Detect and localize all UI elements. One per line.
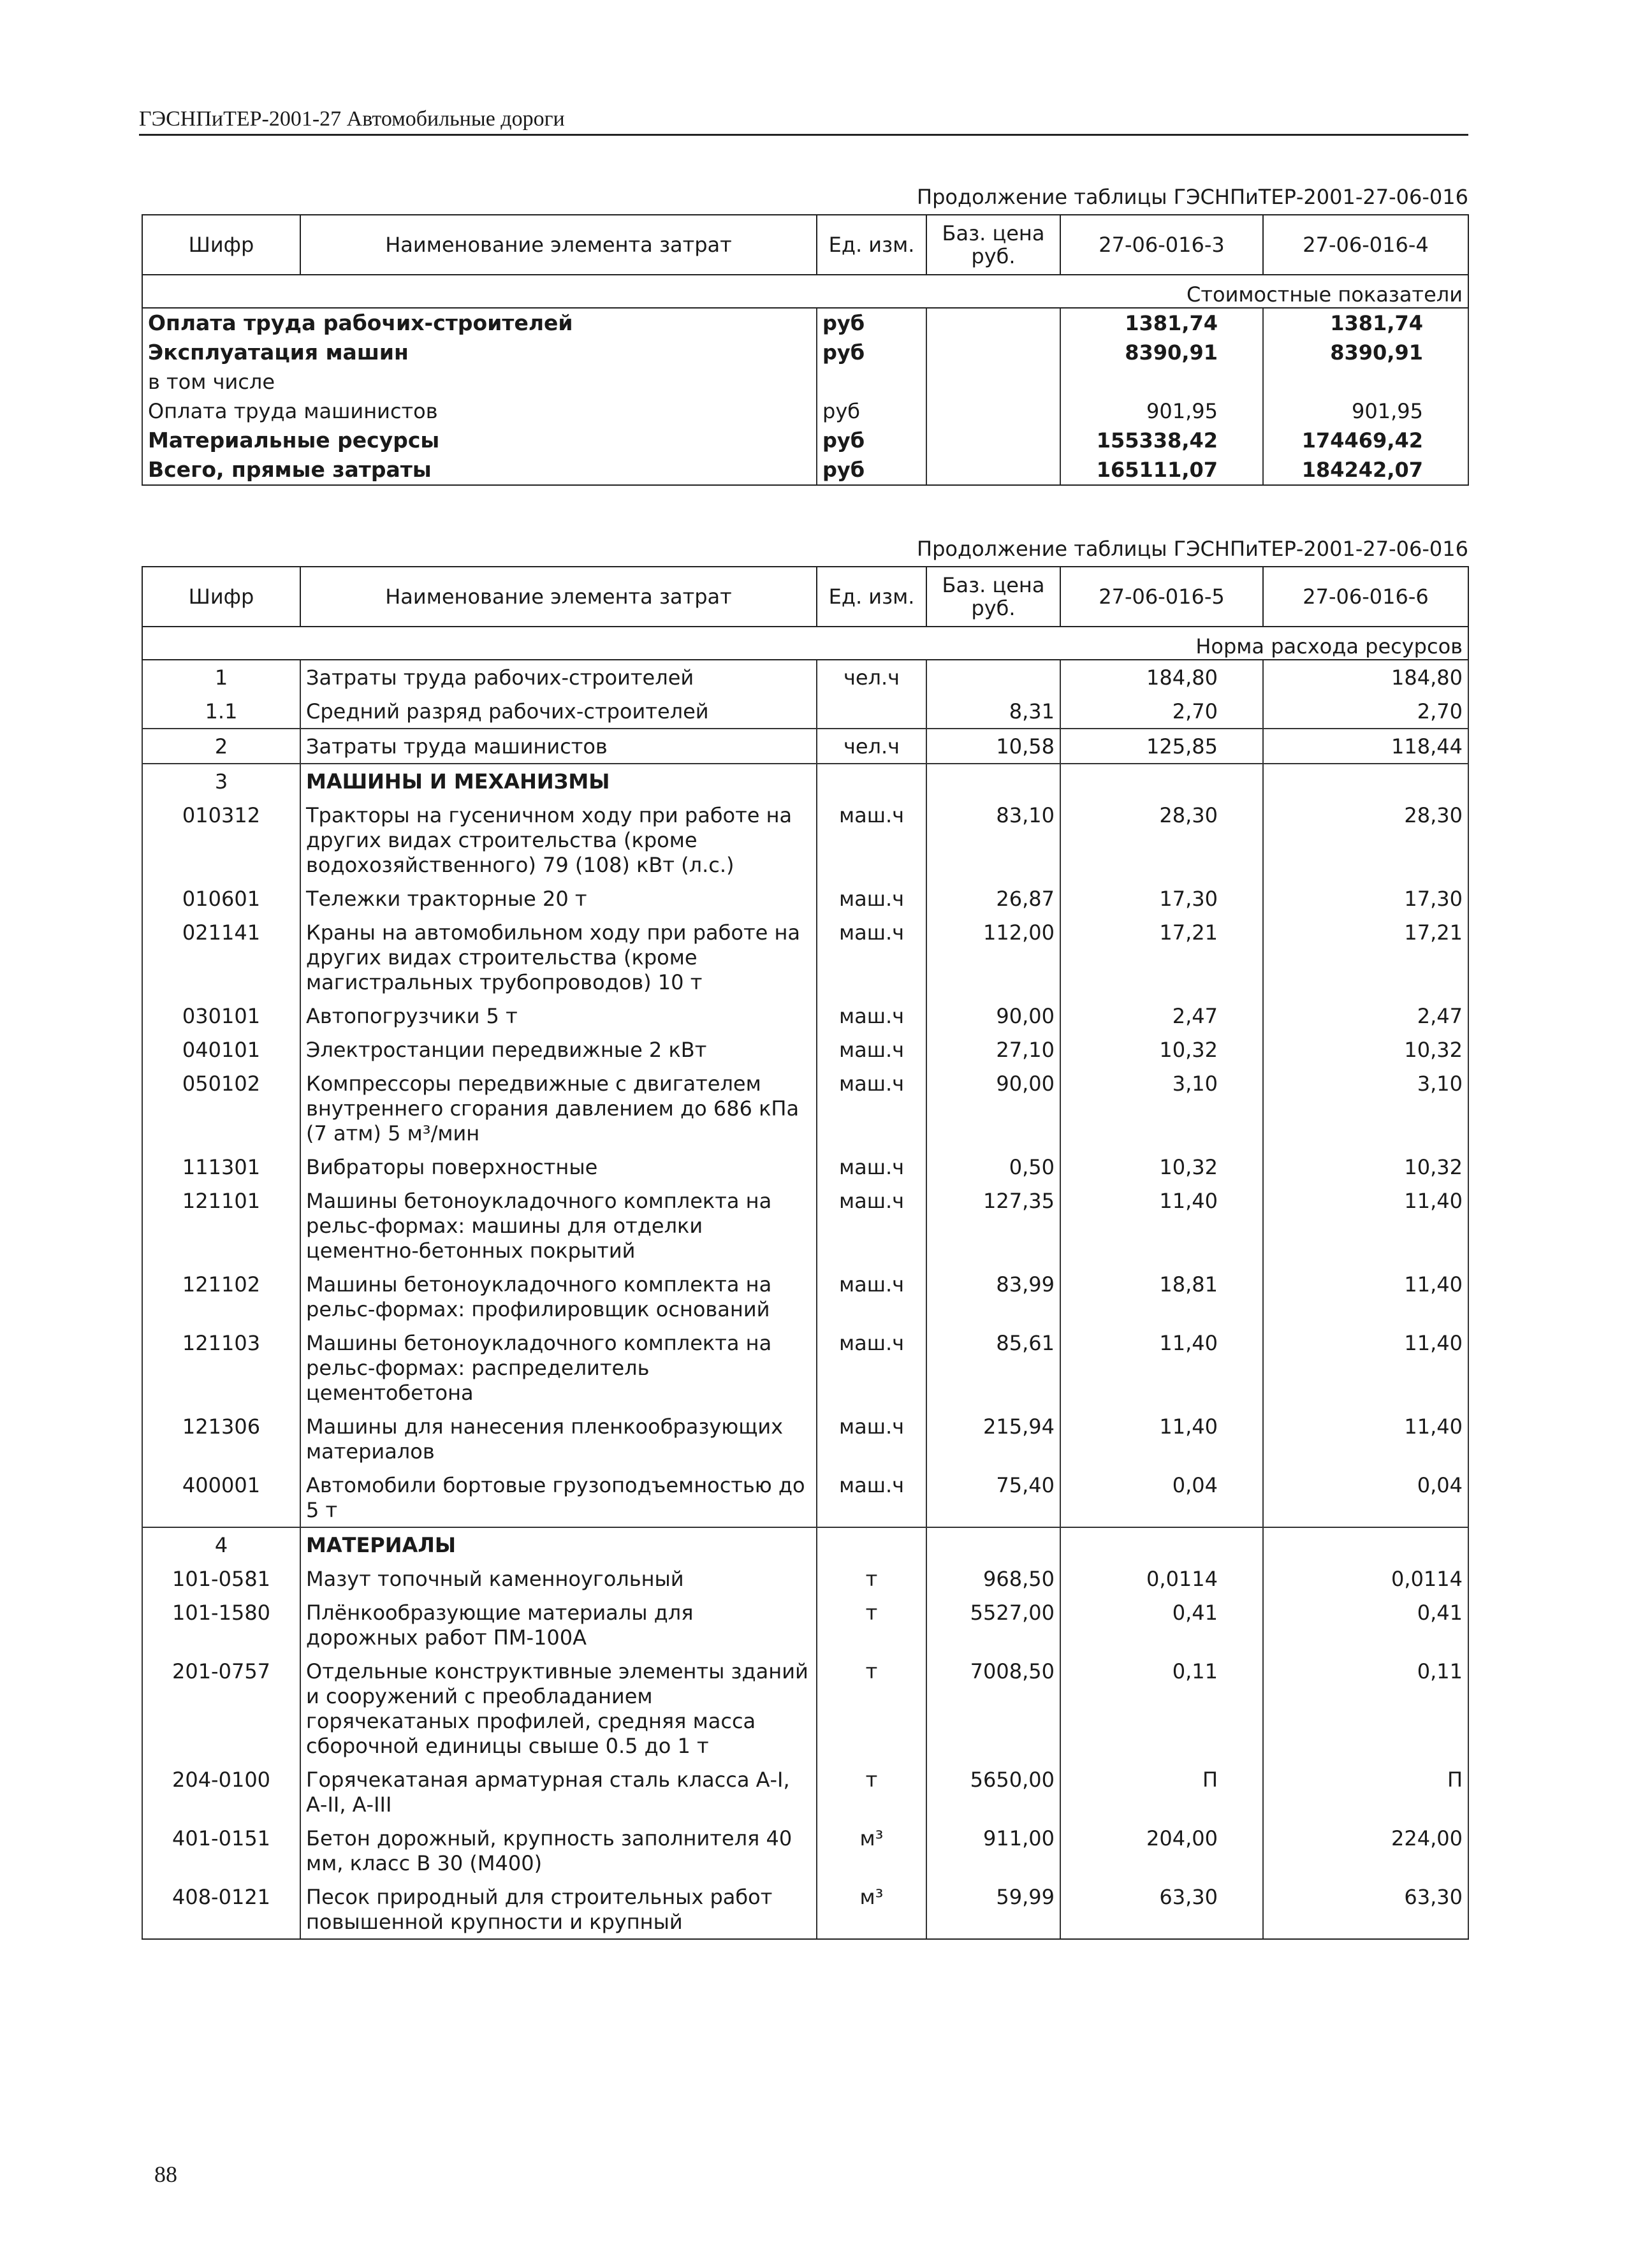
- cost-table-header: [142, 215, 1468, 275]
- column-header: Баз. цена руб.: [926, 215, 1060, 275]
- row-code: 4: [142, 1527, 300, 1562]
- row-value-1: 10,32: [1060, 1150, 1263, 1184]
- row-value-2: 174469,42: [1263, 426, 1468, 455]
- row-value-2: 10,32: [1263, 1150, 1468, 1184]
- row-name: МАТЕРИАЛЫ: [300, 1527, 817, 1562]
- row-value-2: 1381,74: [1263, 308, 1468, 338]
- row-value-2: 0,11: [1263, 1654, 1468, 1763]
- table-row: [142, 764, 1468, 798]
- row-value-2: 11,40: [1263, 1267, 1468, 1326]
- row-value-1: 155338,42: [1060, 426, 1263, 455]
- row-value-1: 8390,91: [1060, 338, 1263, 367]
- cost-table-body: [142, 308, 1468, 485]
- table2-caption: Продолжение таблицы ГЭСНПиТЕР-2001-27-06-016: [917, 537, 1468, 561]
- row-code: 040101: [142, 1033, 300, 1066]
- table-row: [142, 1654, 1468, 1763]
- column-header: Шифр: [142, 215, 300, 275]
- row-value-2: 184242,07: [1263, 455, 1468, 485]
- row-value-2: 118,44: [1263, 729, 1468, 764]
- row-value-1: 18,81: [1060, 1267, 1263, 1326]
- row-unit: маш.ч: [817, 1184, 926, 1267]
- row-value-1: 165111,07: [1060, 455, 1263, 485]
- row-value-1: 17,21: [1060, 915, 1263, 999]
- row-unit: маш.ч: [817, 1468, 926, 1527]
- row-unit: чел.ч: [817, 729, 926, 764]
- row-value-2: 63,30: [1263, 1880, 1468, 1939]
- row-name: Автопогрузчики 5 т: [300, 999, 817, 1033]
- column-header: Наименование элемента затрат: [300, 567, 817, 627]
- table-row: [142, 455, 1468, 485]
- table1-caption: Продолжение таблицы ГЭСНПиТЕР-2001-27-06-016: [917, 185, 1468, 209]
- resource-table: [142, 566, 1469, 1940]
- row-value-2: [1263, 1527, 1468, 1562]
- row-price: 83,99: [926, 1267, 1060, 1326]
- subheader-label: Стоимостные показатели: [142, 275, 1468, 308]
- row-name: Материальные ресурсы: [142, 426, 817, 455]
- row-code: 101-1580: [142, 1596, 300, 1654]
- row-value-1: 17,30: [1060, 882, 1263, 915]
- table-row: [142, 1880, 1468, 1939]
- table-row: [142, 1596, 1468, 1654]
- table-row: [142, 1468, 1468, 1527]
- row-unit: [817, 1527, 926, 1562]
- row-value-2: 17,30: [1263, 882, 1468, 915]
- row-code: 121101: [142, 1184, 300, 1267]
- resource-table-header: [142, 567, 1468, 627]
- cost-table-subheader: [142, 275, 1468, 308]
- row-value-1: 11,40: [1060, 1184, 1263, 1267]
- row-code: 3: [142, 764, 300, 798]
- row-name: Краны на автомобильном ходу при работе на других видах строительства (кроме магистральных трубопроводов) 10 т: [300, 915, 817, 999]
- row-name: Бетон дорожный, крупность заполнителя 40 мм, класс В 30 (М400): [300, 1821, 817, 1880]
- row-unit: маш.ч: [817, 999, 926, 1033]
- row-name: Оплата труда машинистов: [142, 396, 817, 426]
- row-value-2: 2,47: [1263, 999, 1468, 1033]
- table-row: [142, 1033, 1468, 1066]
- row-unit: т: [817, 1596, 926, 1654]
- row-code: 401-0151: [142, 1821, 300, 1880]
- row-name: Тележки тракторные 20 т: [300, 882, 817, 915]
- row-value-1: 2,47: [1060, 999, 1263, 1033]
- row-price: [926, 455, 1060, 485]
- row-unit: маш.ч: [817, 1326, 926, 1409]
- row-value-2: [1263, 764, 1468, 798]
- row-name: Отдельные конструктивные элементы зданий и сооружений с преобладанием горячекатаных профилей, средняя масса сборочной единицы свыше 0.5 до 1 т: [300, 1654, 817, 1763]
- row-value-2: 224,00: [1263, 1821, 1468, 1880]
- row-name: Мазут топочный каменноугольный: [300, 1562, 817, 1596]
- table-row: [142, 1326, 1468, 1409]
- column-header: 27-06-016-6: [1263, 567, 1468, 627]
- row-value-2: 28,30: [1263, 798, 1468, 882]
- column-header: Ед. изм.: [817, 215, 926, 275]
- row-code: 010312: [142, 798, 300, 882]
- row-name: Машины бетоноукладочного комплекта на рельс-формах: машины для отделки цементно-бетонных покрытий: [300, 1184, 817, 1267]
- row-name: Вибраторы поверхностные: [300, 1150, 817, 1184]
- row-value-1: 3,10: [1060, 1066, 1263, 1150]
- row-value-2: 11,40: [1263, 1409, 1468, 1468]
- row-unit: т: [817, 1562, 926, 1596]
- row-price: 90,00: [926, 1066, 1060, 1150]
- row-code: 408-0121: [142, 1880, 300, 1939]
- row-price: 59,99: [926, 1880, 1060, 1939]
- row-price: 5527,00: [926, 1596, 1060, 1654]
- row-name: МАШИНЫ И МЕХАНИЗМЫ: [300, 764, 817, 798]
- row-unit: чел.ч: [817, 660, 926, 694]
- row-name: Затраты труда рабочих-строителей: [300, 660, 817, 694]
- row-unit: руб: [817, 338, 926, 367]
- row-code: 010601: [142, 882, 300, 915]
- row-name: Эксплуатация машин: [142, 338, 817, 367]
- row-value-2: 10,32: [1263, 1033, 1468, 1066]
- row-value-1: 28,30: [1060, 798, 1263, 882]
- row-code: 121103: [142, 1326, 300, 1409]
- row-price: 83,10: [926, 798, 1060, 882]
- table-row: [142, 999, 1468, 1033]
- row-name: Компрессоры передвижные с двигателем внутреннего сгорания давлением до 686 кПа (7 атм) 5 м³/мин: [300, 1066, 817, 1150]
- row-name: Машины бетоноукладочного комплекта на рельс-формах: распределитель цементобетона: [300, 1326, 817, 1409]
- table-row: [142, 660, 1468, 694]
- row-unit: [817, 764, 926, 798]
- row-price: [926, 396, 1060, 426]
- row-unit: маш.ч: [817, 1267, 926, 1326]
- row-code: 400001: [142, 1468, 300, 1527]
- column-header: 27-06-016-5: [1060, 567, 1263, 627]
- row-value-2: [1263, 367, 1468, 396]
- row-code: 121102: [142, 1267, 300, 1326]
- row-unit: маш.ч: [817, 798, 926, 882]
- row-unit: маш.ч: [817, 1150, 926, 1184]
- table-row: [142, 396, 1468, 426]
- resource-table-body: [142, 660, 1468, 1939]
- row-price: 90,00: [926, 999, 1060, 1033]
- row-value-1: 204,00: [1060, 1821, 1263, 1880]
- row-name: Машины бетоноукладочного комплекта на рельс-формах: профилировщик оснований: [300, 1267, 817, 1326]
- row-price: [926, 660, 1060, 694]
- row-value-1: 1381,74: [1060, 308, 1263, 338]
- row-name: Песок природный для строительных работ повышенной крупности и крупный: [300, 1880, 817, 1939]
- row-unit: маш.ч: [817, 882, 926, 915]
- row-value-2: 901,95: [1263, 396, 1468, 426]
- row-value-2: 8390,91: [1263, 338, 1468, 367]
- row-price: 968,50: [926, 1562, 1060, 1596]
- resource-table-subheader: [142, 627, 1468, 660]
- row-code: 2: [142, 729, 300, 764]
- row-value-2: 0,0114: [1263, 1562, 1468, 1596]
- table-row: [142, 1409, 1468, 1468]
- row-price: 127,35: [926, 1184, 1060, 1267]
- row-unit: м³: [817, 1821, 926, 1880]
- row-unit: [817, 694, 926, 729]
- row-unit: м³: [817, 1880, 926, 1939]
- row-price: 0,50: [926, 1150, 1060, 1184]
- page-header: ГЭСНПиТЕР-2001-27 Автомобильные дороги: [139, 107, 1468, 136]
- row-unit: т: [817, 1654, 926, 1763]
- table-row: [142, 367, 1468, 396]
- row-code: 204-0100: [142, 1763, 300, 1821]
- row-value-1: 901,95: [1060, 396, 1263, 426]
- row-name: Электростанции передвижные 2 кВт: [300, 1033, 817, 1066]
- column-header: Ед. изм.: [817, 567, 926, 627]
- row-unit: руб: [817, 396, 926, 426]
- row-price: 911,00: [926, 1821, 1060, 1880]
- row-unit: т: [817, 1763, 926, 1821]
- row-code: 201-0757: [142, 1654, 300, 1763]
- table-row: [142, 1763, 1468, 1821]
- row-value-1: 125,85: [1060, 729, 1263, 764]
- cost-table: [142, 214, 1469, 486]
- table-row: [142, 426, 1468, 455]
- row-price: [926, 426, 1060, 455]
- column-header: Баз. цена руб.: [926, 567, 1060, 627]
- row-name: Горячекатаная арматурная сталь класса А-I, А-II, А-III: [300, 1763, 817, 1821]
- row-code: 111301: [142, 1150, 300, 1184]
- row-unit: маш.ч: [817, 1409, 926, 1468]
- row-code: 1: [142, 660, 300, 694]
- row-price: [926, 1527, 1060, 1562]
- row-price: 215,94: [926, 1409, 1060, 1468]
- row-name: Средний разряд рабочих-строителей: [300, 694, 817, 729]
- row-value-1: [1060, 1527, 1263, 1562]
- row-code: 101-0581: [142, 1562, 300, 1596]
- column-header: 27-06-016-4: [1263, 215, 1468, 275]
- row-value-1: 63,30: [1060, 1880, 1263, 1939]
- row-price: [926, 308, 1060, 338]
- row-value-1: 2,70: [1060, 694, 1263, 729]
- row-name: Автомобили бортовые грузоподъемностью до 5 т: [300, 1468, 817, 1527]
- row-value-2: 0,41: [1263, 1596, 1468, 1654]
- row-value-2: 11,40: [1263, 1326, 1468, 1409]
- row-unit: руб: [817, 455, 926, 485]
- table-row: [142, 882, 1468, 915]
- row-name: Оплата труда рабочих-строителей: [142, 308, 817, 338]
- row-price: 8,31: [926, 694, 1060, 729]
- row-unit: руб: [817, 308, 926, 338]
- table-row: [142, 338, 1468, 367]
- row-name: в том числе: [142, 367, 817, 396]
- table-row: [142, 1527, 1468, 1562]
- page-number: 88: [154, 2162, 177, 2187]
- row-value-1: [1060, 764, 1263, 798]
- row-value-1: 184,80: [1060, 660, 1263, 694]
- row-value-1: 0,0114: [1060, 1562, 1263, 1596]
- row-price: [926, 367, 1060, 396]
- row-price: 10,58: [926, 729, 1060, 764]
- row-unit: маш.ч: [817, 1066, 926, 1150]
- row-value-1: 10,32: [1060, 1033, 1263, 1066]
- row-code: 121306: [142, 1409, 300, 1468]
- row-name: Всего, прямые затраты: [142, 455, 817, 485]
- row-price: [926, 764, 1060, 798]
- row-price: 26,87: [926, 882, 1060, 915]
- row-code: 050102: [142, 1066, 300, 1150]
- row-name: Тракторы на гусеничном ходу при работе на других видах строительства (кроме водохозяйственного) 79 (108) кВт (л.с.): [300, 798, 817, 882]
- row-value-2: 184,80: [1263, 660, 1468, 694]
- table-row: [142, 1150, 1468, 1184]
- row-unit: руб: [817, 426, 926, 455]
- row-unit: маш.ч: [817, 915, 926, 999]
- table-row: [142, 1562, 1468, 1596]
- row-code: 021141: [142, 915, 300, 999]
- row-price: 85,61: [926, 1326, 1060, 1409]
- table-row: [142, 915, 1468, 999]
- row-value-2: 17,21: [1263, 915, 1468, 999]
- row-value-1: П: [1060, 1763, 1263, 1821]
- row-name: Затраты труда машинистов: [300, 729, 817, 764]
- column-header: Шифр: [142, 567, 300, 627]
- row-unit: [817, 367, 926, 396]
- subheader-label: Норма расхода ресурсов: [142, 627, 1468, 660]
- row-value-1: 11,40: [1060, 1326, 1263, 1409]
- row-unit: маш.ч: [817, 1033, 926, 1066]
- column-header: Наименование элемента затрат: [300, 215, 817, 275]
- row-name: Плёнкообразующие материалы для дорожных работ ПМ-100А: [300, 1596, 817, 1654]
- row-value-1: 11,40: [1060, 1409, 1263, 1468]
- row-value-2: 0,04: [1263, 1468, 1468, 1527]
- table-row: [142, 1184, 1468, 1267]
- table-row: [142, 694, 1468, 729]
- row-price: 7008,50: [926, 1654, 1060, 1763]
- row-price: 75,40: [926, 1468, 1060, 1527]
- row-value-1: 0,41: [1060, 1596, 1263, 1654]
- table-row: [142, 729, 1468, 764]
- row-price: 27,10: [926, 1033, 1060, 1066]
- table-row: [142, 1267, 1468, 1326]
- row-price: 5650,00: [926, 1763, 1060, 1821]
- table-row: [142, 1066, 1468, 1150]
- row-price: 112,00: [926, 915, 1060, 999]
- row-value-2: 2,70: [1263, 694, 1468, 729]
- row-value-2: П: [1263, 1763, 1468, 1821]
- table-row: [142, 308, 1468, 338]
- row-code: 1.1: [142, 694, 300, 729]
- row-value-1: [1060, 367, 1263, 396]
- column-header: 27-06-016-3: [1060, 215, 1263, 275]
- row-value-2: 11,40: [1263, 1184, 1468, 1267]
- table-row: [142, 1821, 1468, 1880]
- row-value-1: 0,11: [1060, 1654, 1263, 1763]
- row-value-1: 0,04: [1060, 1468, 1263, 1527]
- row-value-2: 3,10: [1263, 1066, 1468, 1150]
- row-name: Машины для нанесения пленкообразующих материалов: [300, 1409, 817, 1468]
- row-code: 030101: [142, 999, 300, 1033]
- table-row: [142, 798, 1468, 882]
- row-price: [926, 338, 1060, 367]
